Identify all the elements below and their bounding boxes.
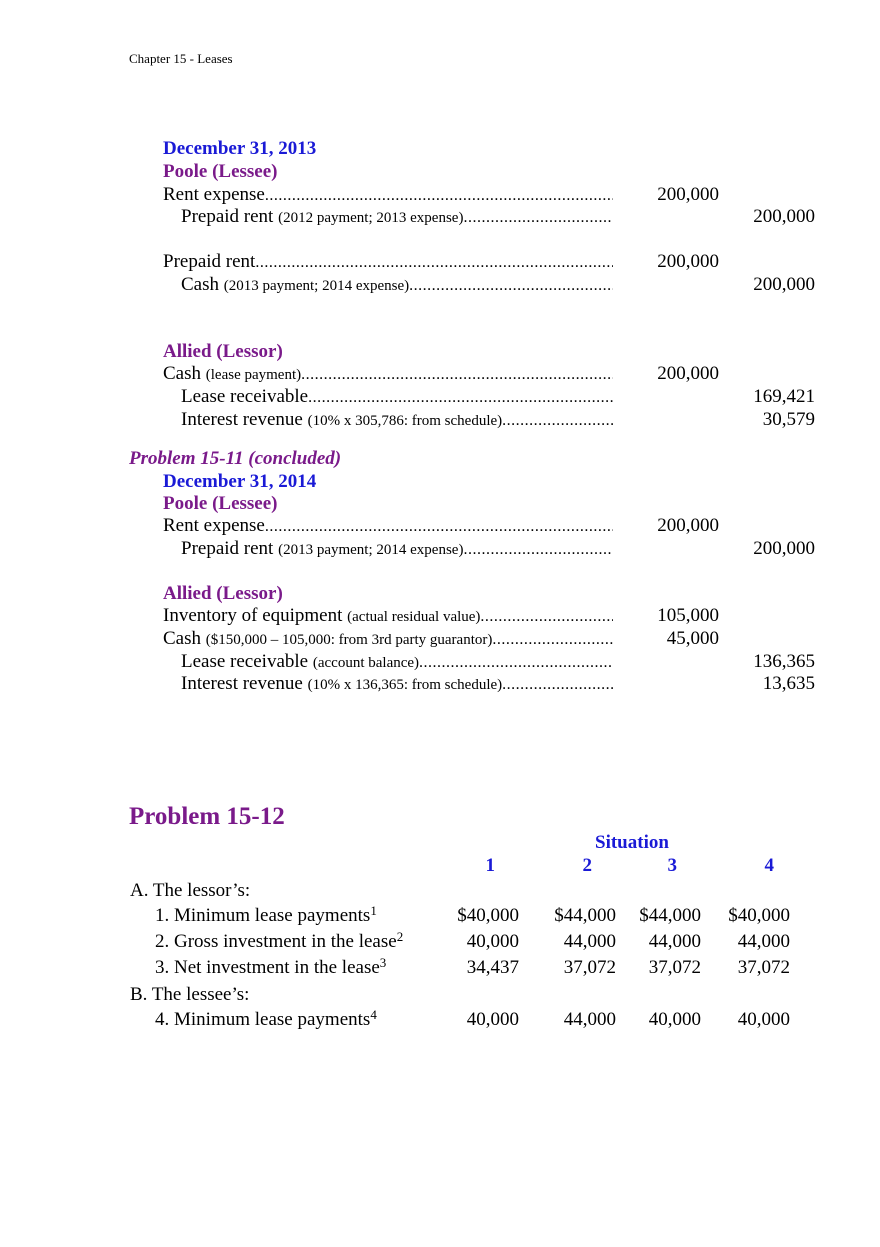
entry-cash-guarantor: Cash ($150,000 – 105,000: from 3rd party guarantor) ..... — [163, 628, 613, 650]
table-cell: 44,000 — [563, 931, 616, 952]
lessee-title-2013: Poole (Lessee) — [163, 161, 278, 182]
entry-interest-revenue-2013: Interest revenue (10% x 305,786: from schedule) ..... — [181, 409, 613, 431]
group-b-label: B. The lessee’s: — [130, 984, 250, 1005]
table-cell: 44,000 — [563, 1009, 616, 1030]
date-2013: December 31, 2013 — [163, 138, 317, 159]
amount: 30,579 — [762, 409, 815, 430]
lessee-title-2014: Poole (Lessee) — [163, 493, 278, 514]
date-2014: December 31, 2014 — [163, 471, 317, 492]
column-header: 1 — [485, 855, 495, 876]
amount: 200,000 — [657, 363, 719, 384]
column-header: 4 — [764, 855, 774, 876]
amount: 200,000 — [753, 206, 815, 227]
table-cell: $40,000 — [457, 905, 519, 926]
table-cell: $40,000 — [728, 905, 790, 926]
table-cell: 34,437 — [466, 957, 519, 978]
lessor-title-2013: Allied (Lessor) — [163, 341, 283, 362]
amount: 13,635 — [762, 673, 815, 694]
entry-prepaid-rent-2014: Prepaid rent (2013 payment; 2014 expense) ..... — [181, 538, 613, 560]
page-header: Chapter 15 - Leases — [129, 51, 233, 66]
entry-lease-receivable-2013: Lease receivable ..... — [181, 386, 613, 408]
table-cell: 37,072 — [563, 957, 616, 978]
amount: 200,000 — [753, 274, 815, 295]
entry-prepaid-rent-2013: Prepaid rent (2012 payment; 2013 expense) ..... — [181, 206, 613, 228]
amount: 136,365 — [753, 651, 815, 672]
problem-15-11-heading: Problem 15-11 (concluded) — [129, 448, 342, 469]
entry-rent-expense-2014: Rent expense ..... — [163, 515, 613, 537]
group-a-label: A. The lessor’s: — [130, 880, 251, 901]
column-header: 3 — [667, 855, 677, 876]
table-cell: 44,000 — [648, 931, 701, 952]
table-cell: 37,072 — [648, 957, 701, 978]
table-row-label: 1. Minimum lease payments$^1$ — [155, 903, 377, 926]
table-row-label: 2. Gross investment in the lease$^2$ — [155, 929, 404, 952]
table-cell: 40,000 — [648, 1009, 701, 1030]
table-cell: 40,000 — [737, 1009, 790, 1030]
entry-inventory-equipment: Inventory of equipment (actual residual value) ..... — [163, 605, 613, 627]
amount: 200,000 — [657, 251, 719, 272]
table-cell: $44,000 — [639, 905, 701, 926]
column-header: 2 — [582, 855, 592, 876]
entry-lease-receivable-2014: Lease receivable (account balance) ..... — [181, 651, 613, 673]
table-cell: 40,000 — [466, 931, 519, 952]
entry-interest-revenue-2014: Interest revenue (10% x 136,365: from schedule) ..... — [181, 673, 613, 695]
amount: 200,000 — [657, 184, 719, 205]
entry-cash-lessor-2013: Cash (lease payment) ..... — [163, 363, 613, 385]
table-row-label: 3. Net investment in the lease$^3$ — [155, 955, 387, 978]
entry-rent-expense-2013: Rent expense ..... — [163, 184, 613, 206]
amount: 45,000 — [666, 628, 719, 649]
problem-15-12-title: Problem 15-12 — [129, 803, 285, 830]
amount: 200,000 — [753, 538, 815, 559]
table-cell: 40,000 — [466, 1009, 519, 1030]
situation-label: Situation — [595, 832, 669, 853]
table-cell: $44,000 — [554, 905, 616, 926]
table-cell: 37,072 — [737, 957, 790, 978]
amount: 169,421 — [753, 386, 815, 407]
table-cell: 44,000 — [737, 931, 790, 952]
amount: 105,000 — [657, 605, 719, 626]
table-row-label: 4. Minimum lease payments$^4$ — [155, 1007, 377, 1030]
entry-cash-2013: Cash (2013 payment; 2014 expense) ..... — [181, 274, 613, 296]
entry-prepaid-rent-debit-2013: Prepaid rent ..... — [163, 251, 613, 273]
lessor-title-2014: Allied (Lessor) — [163, 583, 283, 604]
amount: 200,000 — [657, 515, 719, 536]
